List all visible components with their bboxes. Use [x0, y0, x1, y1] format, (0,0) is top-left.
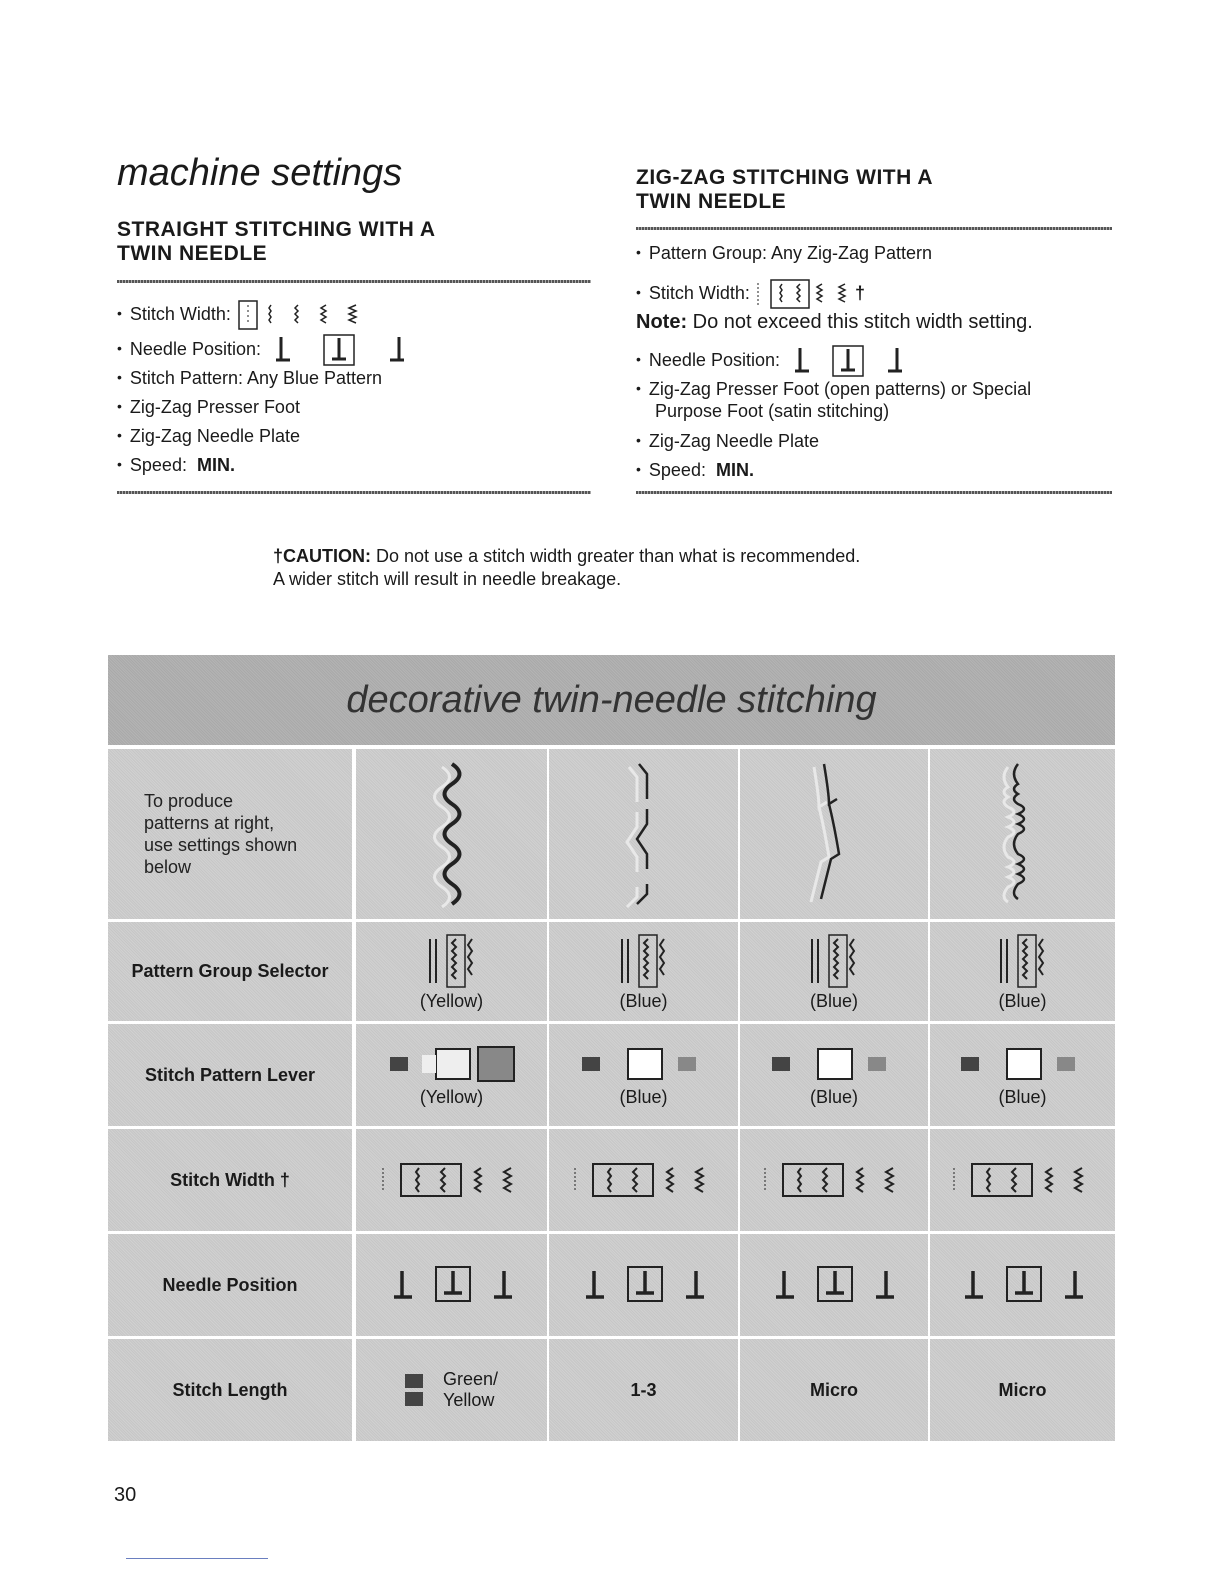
table-cell — [549, 1339, 738, 1441]
pattern-lever-color: (Yellow) — [419, 1086, 484, 1107]
stitch-length-text — [998, 1380, 1046, 1401]
list-item-continued: Purpose Foot (satin stitching) — [655, 401, 890, 421]
caution-label: †CAUTION: — [273, 546, 371, 566]
row-label-pattern-group: Pattern Group Selector — [131, 961, 329, 981]
stitch-length-line: Micro — [998, 1379, 1047, 1400]
divider — [636, 227, 1112, 230]
stitch-length-text — [443, 1369, 498, 1411]
stitch-width-icon — [377, 1160, 527, 1200]
pattern-group-color: (Yellow) — [419, 991, 484, 1011]
pattern-lever-color: (Blue) — [619, 1086, 668, 1107]
label: Needle Position: — [648, 349, 780, 370]
stitch-length-line: 1-3 — [630, 1379, 657, 1400]
table-cell — [740, 1339, 928, 1441]
list-item: • Zig-Zag Needle Plate — [636, 429, 1116, 458]
label: Needle Position: — [129, 338, 261, 359]
row-label-stitch-width: Stitch Width † — [170, 1169, 290, 1190]
intro-line: below — [144, 857, 192, 877]
stitch-length-line: Micro — [809, 1379, 858, 1400]
list-item: • Pattern Group: Any Zig-Zag Pattern — [636, 241, 1116, 279]
row-label-stitch-length: Stitch Length — [172, 1379, 288, 1400]
stitch-sample-icon — [604, 759, 684, 909]
page-title: machine settings — [117, 152, 403, 194]
stitch-sample-icon — [412, 759, 492, 909]
pattern-group-icon — [804, 931, 864, 991]
intro-text — [108, 749, 352, 919]
list-item — [636, 458, 1116, 487]
pattern-lever-color: (Blue) — [998, 1086, 1047, 1107]
straight-stitching-heading — [117, 218, 436, 266]
list-item — [636, 345, 1116, 377]
row-label-cell — [108, 922, 352, 1021]
table-cell — [549, 749, 738, 919]
stitch-width-icon — [948, 1160, 1098, 1200]
stitch-width-icons — [236, 300, 376, 330]
table-cell — [356, 1234, 547, 1336]
pattern-group-color: (Blue) — [619, 991, 668, 1011]
table-cell — [740, 922, 928, 1021]
needle-position-icon — [953, 1263, 1093, 1307]
table-cell — [549, 922, 738, 1021]
page-number: 30 — [114, 1484, 137, 1506]
needle-position-icon — [574, 1263, 714, 1307]
label: Stitch Width: — [129, 303, 231, 324]
list-item: • Stitch Pattern: Any Blue Pattern — [117, 366, 416, 395]
stitch-width-icon — [759, 1160, 909, 1200]
pattern-lever-color: (Blue) — [809, 1086, 858, 1107]
straight-settings-list — [117, 300, 416, 482]
list-item — [636, 279, 1116, 311]
stitch-sample-icon — [794, 759, 874, 909]
table-cell — [930, 922, 1115, 1021]
stitch-length-marker-icon — [405, 1370, 423, 1410]
stitch-pattern-lever-icon — [382, 1043, 522, 1087]
zigzag-settings-list — [636, 241, 1116, 487]
label: Speed: — [129, 455, 187, 475]
stitch-length-value — [810, 1380, 858, 1401]
speed-value: MIN. — [715, 460, 754, 480]
stitch-pattern-lever-icon — [574, 1043, 714, 1087]
table-cell — [930, 1234, 1115, 1336]
list-item — [117, 453, 416, 482]
table-title: decorative twin-needle stitching — [108, 655, 1115, 745]
label: Speed: — [648, 460, 706, 480]
stitch-sample-icon — [983, 759, 1063, 909]
stitch-length-text — [810, 1380, 858, 1401]
stitch-length-value — [630, 1380, 656, 1401]
stitch-length-text — [630, 1380, 656, 1401]
note — [636, 311, 1116, 345]
stitch-length-value — [998, 1380, 1046, 1401]
label: Stitch Width: — [648, 282, 750, 303]
list-item — [117, 300, 416, 334]
stitch-width-icon — [569, 1160, 719, 1200]
heading-line: TWIN NEEDLE — [636, 190, 787, 213]
needle-position-icon — [382, 1263, 522, 1307]
list-item: • Zig-Zag Presser Foot — [117, 395, 416, 424]
table-cell — [930, 749, 1115, 919]
divider — [117, 491, 591, 494]
table-cell — [356, 1339, 547, 1441]
table-cell — [740, 1234, 928, 1336]
divider — [117, 280, 591, 283]
table-cell — [740, 1129, 928, 1231]
row-label-needle-position: Needle Position — [162, 1274, 298, 1295]
intro-line: To produce — [144, 791, 234, 811]
table-cell — [930, 1339, 1115, 1441]
table-cell — [930, 1024, 1115, 1126]
intro-line: patterns at right, — [144, 813, 275, 833]
row-label-cell — [108, 1024, 352, 1126]
stitch-pattern-lever-icon — [764, 1043, 904, 1087]
heading-line: TWIN NEEDLE — [117, 242, 268, 265]
needle-position-icons — [266, 334, 416, 366]
intro-line: use settings shown — [144, 835, 298, 855]
table-cell — [356, 1024, 547, 1126]
list-item: • Zig-Zag Presser Foot (open patterns) or Special — [636, 377, 1116, 400]
table-cell — [356, 1129, 547, 1231]
list-item: • Zig-Zag Needle Plate — [117, 424, 416, 453]
stitch-length-line: Yellow — [442, 1390, 495, 1410]
stitch-length-value — [405, 1369, 498, 1411]
table-cell — [549, 1234, 738, 1336]
pattern-group-icon — [614, 931, 674, 991]
table-cell — [930, 1129, 1115, 1231]
table-cell — [356, 749, 547, 919]
pattern-group-icon — [993, 931, 1053, 991]
stitch-pattern-lever-icon — [953, 1043, 1093, 1087]
row-label-cell — [108, 1234, 352, 1336]
needle-position-icons — [785, 345, 915, 377]
table-cell — [356, 922, 547, 1021]
table-cell — [549, 1024, 738, 1126]
divider — [126, 1558, 268, 1559]
needle-position-icon — [764, 1263, 904, 1307]
stitch-width-icons — [755, 279, 855, 309]
note-text: Do not exceed this stitch width setting. — [692, 311, 1033, 333]
note-label: Note: — [636, 311, 688, 333]
table-cell — [549, 1129, 738, 1231]
list-item — [117, 334, 416, 366]
dagger-mark: † — [854, 282, 865, 303]
caution-text: Do not use a stitch width greater than what is recommended. — [376, 546, 861, 566]
heading-line: STRAIGHT STITCHING WITH A — [117, 218, 436, 241]
speed-value: MIN. — [196, 455, 235, 475]
pattern-group-color: (Blue) — [998, 991, 1047, 1011]
caution-text: A wider stitch will result in needle breakage. — [273, 569, 622, 589]
caution-note — [273, 545, 860, 591]
decorative-stitching-table — [108, 655, 1115, 1442]
table-cell — [740, 1024, 928, 1126]
stitch-length-line: Green/ — [442, 1369, 499, 1389]
zigzag-stitching-heading — [636, 166, 933, 214]
pattern-group-icon — [422, 931, 482, 991]
row-label-cell — [108, 1339, 352, 1441]
row-label-pattern-lever: Stitch Pattern Lever — [144, 1064, 316, 1085]
divider — [636, 491, 1112, 494]
pattern-group-color: (Blue) — [809, 991, 858, 1011]
table-cell — [740, 749, 928, 919]
row-label-cell — [108, 1129, 352, 1231]
heading-line: ZIG-ZAG STITCHING WITH A — [636, 166, 934, 189]
